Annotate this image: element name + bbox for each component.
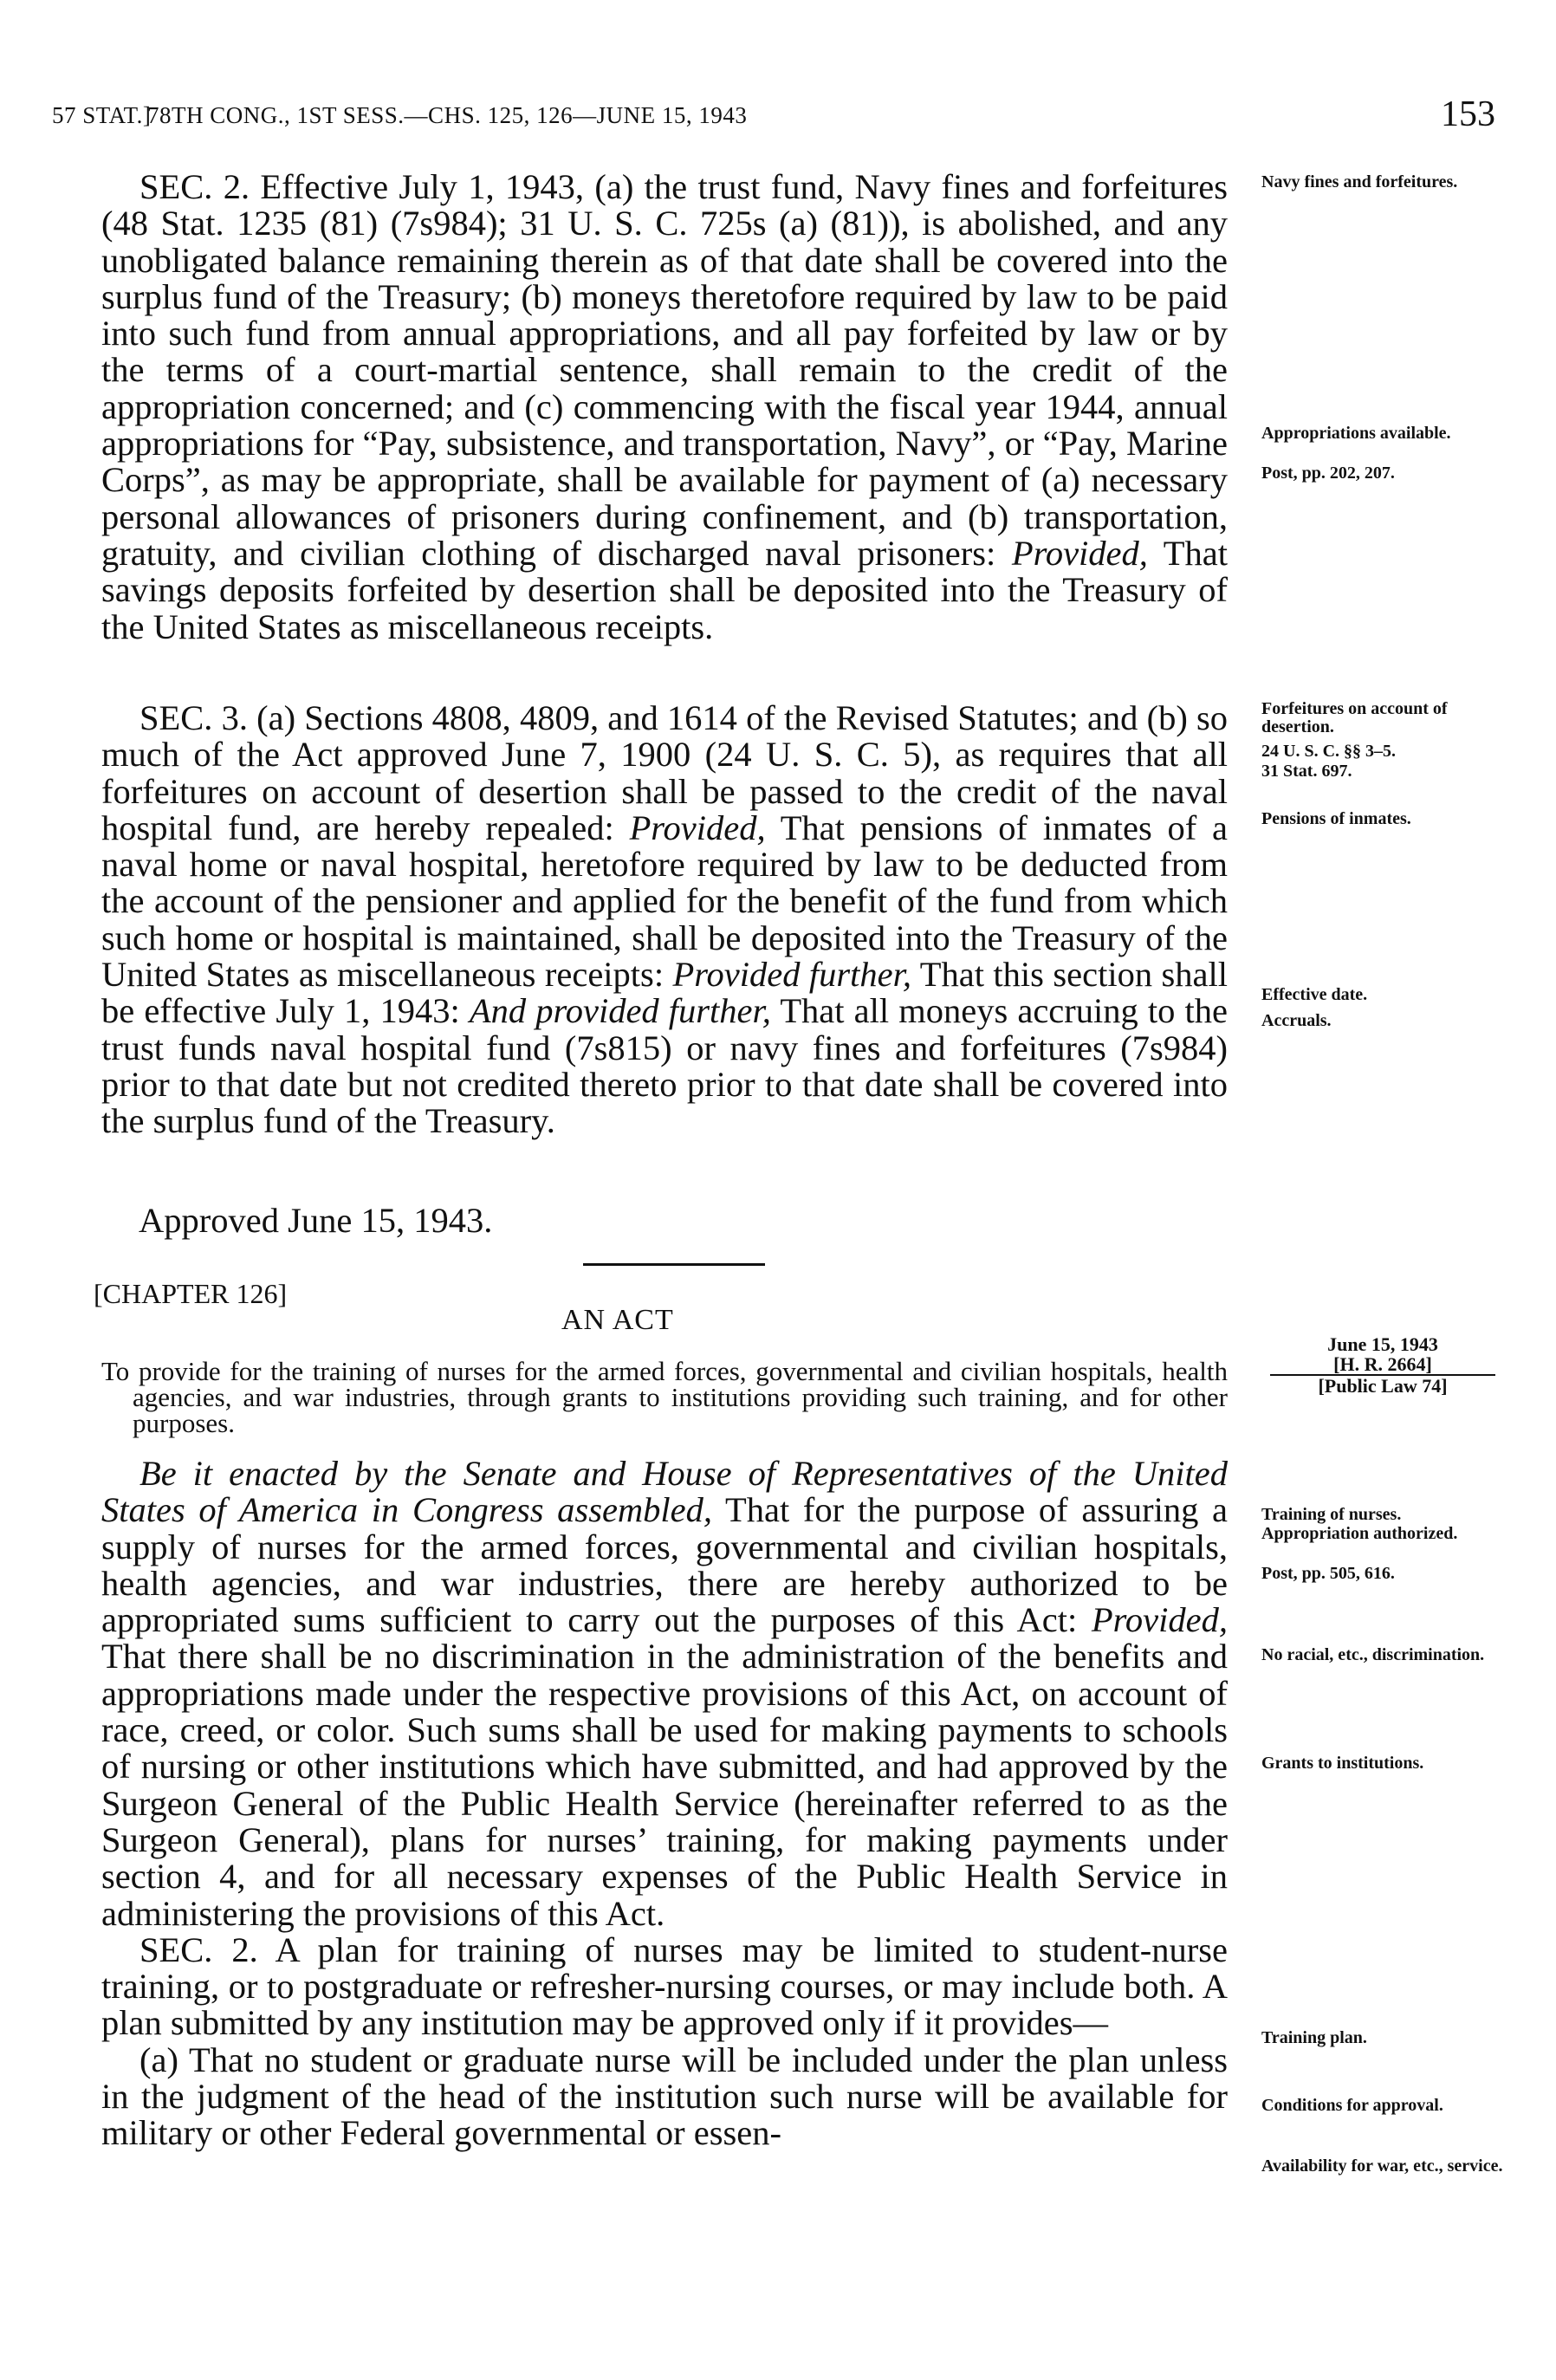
chapter-divider <box>583 1263 765 1266</box>
page-header <box>52 94 1495 146</box>
proviso: Provided, <box>629 807 766 847</box>
margin-note-grants: Grants to institutions. <box>1261 1754 1424 1773</box>
proviso-further: Provided further, <box>672 955 912 995</box>
section-3 <box>101 700 1228 1140</box>
margin-note-pensions: Pensions of inmates. <box>1261 809 1411 828</box>
margin-note-navy-fines: Navy fines and forfeitures. <box>1261 172 1458 191</box>
act-title: AN ACT <box>561 1304 674 1336</box>
margin-note-training: Training of nurses. <box>1261 1505 1402 1524</box>
public-law-number: [Public Law 74] <box>1318 1375 1448 1397</box>
section-3-text-d: That all moneys accruing to the trust funds naval hospital fund (7s815) or navy fines and forfeitures (7s984) prior to that date but not credited thereto prior to that date shall be covered into the surplus fund of the Treasury. <box>101 991 1228 1141</box>
margin-note-conditions: Conditions for approval. <box>1261 2096 1443 2115</box>
section-2-text-b: That savings deposits forfeited by desertion shall be deposited into the Treasury of the United States as miscellaneous receipts. <box>101 533 1228 646</box>
margin-note-forfeitures-ref2: 31 Stat. 697. <box>1261 762 1352 781</box>
margin-note-forfeitures: Forfeitures on account of desertion. <box>1261 699 1448 736</box>
margin-note-no-racial: No racial, etc., discrimination. <box>1261 1645 1485 1664</box>
statute-volume: 57 STAT.] <box>52 102 152 128</box>
margin-note-appropriations-ref: Post, pp. 202, 207. <box>1261 464 1395 483</box>
section-3-text-a: SEC. 3. (a) Sections 4808, 4809, and 1614 of the Revised Statutes; and (b) so much of the Act approved June 7, 1900 (24 U. S. C. 5), as requires that all forfeitures on account of desertion shall be passed to the credit of the naval hospital fund, are hereby repealed: <box>101 698 1228 847</box>
purpose-text: To provide for the training of nurses for the armed forces, governmental and civilian hospitals, health agencies, and war industries, through grants to institutions providing such training, and for other purposes. <box>101 1356 1228 1438</box>
enacting-text-b: That there shall be no discrimination in the administration of the benefits and appropriations made under the respective provisions of this Act, on account of race, creed, or color. Such sums shall be used for making payments to schools of nursing or other institutions which have submitted, and had approved by the Surgeon General of the Public Health Service (hereinafter referred to as the Surgeon General), plans for nurses’ training, for making payments under section 4, and for all necessary expenses of the Public Health Service in administering the provisions of this Act. <box>101 1637 1228 1933</box>
enacting-section <box>101 1456 1228 2152</box>
margin-note-availability: Availability for war, etc., service. <box>1261 2156 1503 2176</box>
margin-note-appropriations: Appropriations available. <box>1261 424 1451 443</box>
section-3-paragraph <box>101 700 1228 1140</box>
margin-note-accruals: Accruals. <box>1261 1011 1332 1030</box>
act-section-2: SEC. 2. A plan for training of nurses may be limited to student-nurse training, or to postgraduate or refresher-nursing courses, or may include both. A plan submitted by any institution may be approved only if it provides— <box>101 1929 1228 2043</box>
running-head: 78TH CONG., 1ST SESS.—CHS. 125, 126—JUNE 15, 1943 <box>147 102 748 128</box>
proviso-and-further: And provided further, <box>469 991 771 1031</box>
bill-number: [H. R. 2664] <box>1270 1354 1495 1376</box>
proviso: Provided, <box>1091 1600 1228 1640</box>
act-section-2a: (a) That no student or graduate nurse will be included under the plan unless in the judgment of the head of the institution such nurse will be available for military or other Federal governmental or essen- <box>101 2040 1228 2153</box>
section-2-text-a: SEC. 2. Effective July 1, 1943, (a) the trust fund, Navy fines and forfeitures (48 Stat. 1235 (81) (7s984); 31 U. S. C. 725s (a) (81)), is abolished, and any unobligated balance remaining therein as of that date shall be covered into the surplus fund of the Treasury; (b) moneys theretofore required by law to be paid into such fund from annual appropriations, and all pay forfeited by law or by the terms of a court-martial sentence, shall remain to the credit of the appropriation concerned; and (c) commencing with the fiscal year 1944, annual appropriations for “Pay, subsistence, and transportation, Navy”, or “Pay, Marine Corps”, as may be appropriate, shall be available for payment of (a) necessary personal allowances of prisoners during confinement, and (b) transportation, gratuity, and civilian clothing of discharged naval prisoners: <box>101 167 1228 573</box>
margin-note-training-ref: Post, pp. 505, 616. <box>1261 1564 1395 1583</box>
approval-date: Approved June 15, 1943. <box>139 1201 493 1240</box>
enacting-paragraph <box>101 1456 1228 1932</box>
margin-note-appropriation-authorized: Appropriation authorized. <box>1261 1524 1458 1543</box>
proviso: Provided, <box>1011 533 1148 573</box>
chapter-heading: [CHAPTER 126] <box>94 1278 288 1309</box>
page-number: 153 <box>1441 94 1495 134</box>
section-2-paragraph <box>101 169 1228 645</box>
margin-note-effective: Effective date. <box>1261 985 1368 1004</box>
margin-note-training-plan: Training plan. <box>1261 2028 1367 2047</box>
act-date: June 15, 1943 <box>1327 1333 1438 1355</box>
enacting-text-a: That for the purpose of assuring a supply of nurses for the armed forces, governmental and civilian hospitals, health agencies, and war industries, there are hereby authorized to be appropriated sums sufficient to carry out the purposes of this Act: <box>101 1490 1228 1640</box>
act-purpose <box>101 1356 1228 1438</box>
margin-note-forfeitures-ref1: 24 U. S. C. §§ 3–5. <box>1261 742 1397 761</box>
section-3-text-c: That this section shall be effective July 1, 1943: <box>101 955 1228 1031</box>
enacting-clause: Be it enacted by the Senate and House of Representatives of the United States of America in Congress assembled, <box>101 1454 1228 1530</box>
section-2 <box>101 169 1228 645</box>
act-date-block <box>1270 1334 1495 1396</box>
section-3-text-b: That pensions of inmates of a naval home or naval hospital, heretofore required by law to be deducted from the account of the pensioner and applied for the benefit of the fund from which such home or hospital is maintained, shall be deposited into the Treasury of the United States as miscellaneous receipts: <box>101 807 1228 995</box>
